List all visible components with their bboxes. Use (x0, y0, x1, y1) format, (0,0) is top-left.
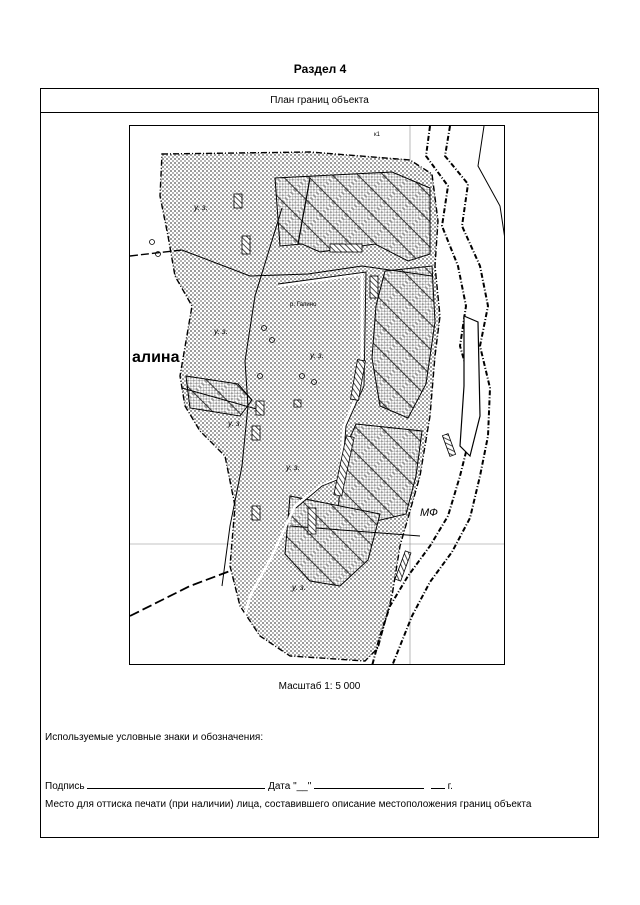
building (252, 506, 260, 520)
date-label: Дата "__" (268, 781, 312, 792)
building (234, 194, 242, 208)
river-island (460, 316, 480, 456)
building (370, 276, 378, 298)
scale-label: Масштаб 1: 5 000 (278, 681, 361, 692)
map-label-uz: у. з. (214, 327, 228, 336)
road (130, 571, 230, 616)
signature-row (45, 779, 453, 792)
building (252, 426, 260, 440)
building (256, 401, 264, 415)
map-label-k1: к1 (374, 132, 380, 138)
map-label-village: алина (132, 349, 180, 366)
date-month-line[interactable] (314, 779, 424, 789)
stamp-note: Место для оттиска печати (при наличии) лица, составившего описание местоположения границ объекта (45, 799, 532, 810)
map-label-uz: у. з. (292, 583, 306, 592)
map-label-uz: у. з. (310, 351, 324, 360)
year-suffix: г. (447, 781, 453, 792)
map-label-uz: у. з. (286, 463, 300, 472)
signature-label: Подпись (45, 781, 85, 792)
building (330, 244, 362, 252)
map-label-mf: МФ (420, 507, 438, 519)
building (242, 236, 250, 254)
tree-mark (150, 240, 155, 245)
legend-heading: Используемые условные знаки и обозначения: (45, 732, 264, 743)
map-label-uz: у. з. (194, 203, 208, 212)
map-label-street: р. Галино (290, 302, 317, 308)
building (308, 508, 316, 534)
date-year-line[interactable] (431, 779, 445, 789)
section-title: Раздел 4 (293, 62, 347, 76)
building (294, 400, 301, 407)
building (442, 434, 455, 457)
river-channel (478, 126, 505, 246)
boundary-map (129, 125, 505, 665)
signature-line[interactable] (87, 779, 265, 789)
plan-header: План границ объекта (41, 89, 598, 113)
map-drawing (130, 126, 505, 665)
plan-frame (40, 88, 599, 838)
map-label-uz: у. з. (228, 419, 242, 428)
